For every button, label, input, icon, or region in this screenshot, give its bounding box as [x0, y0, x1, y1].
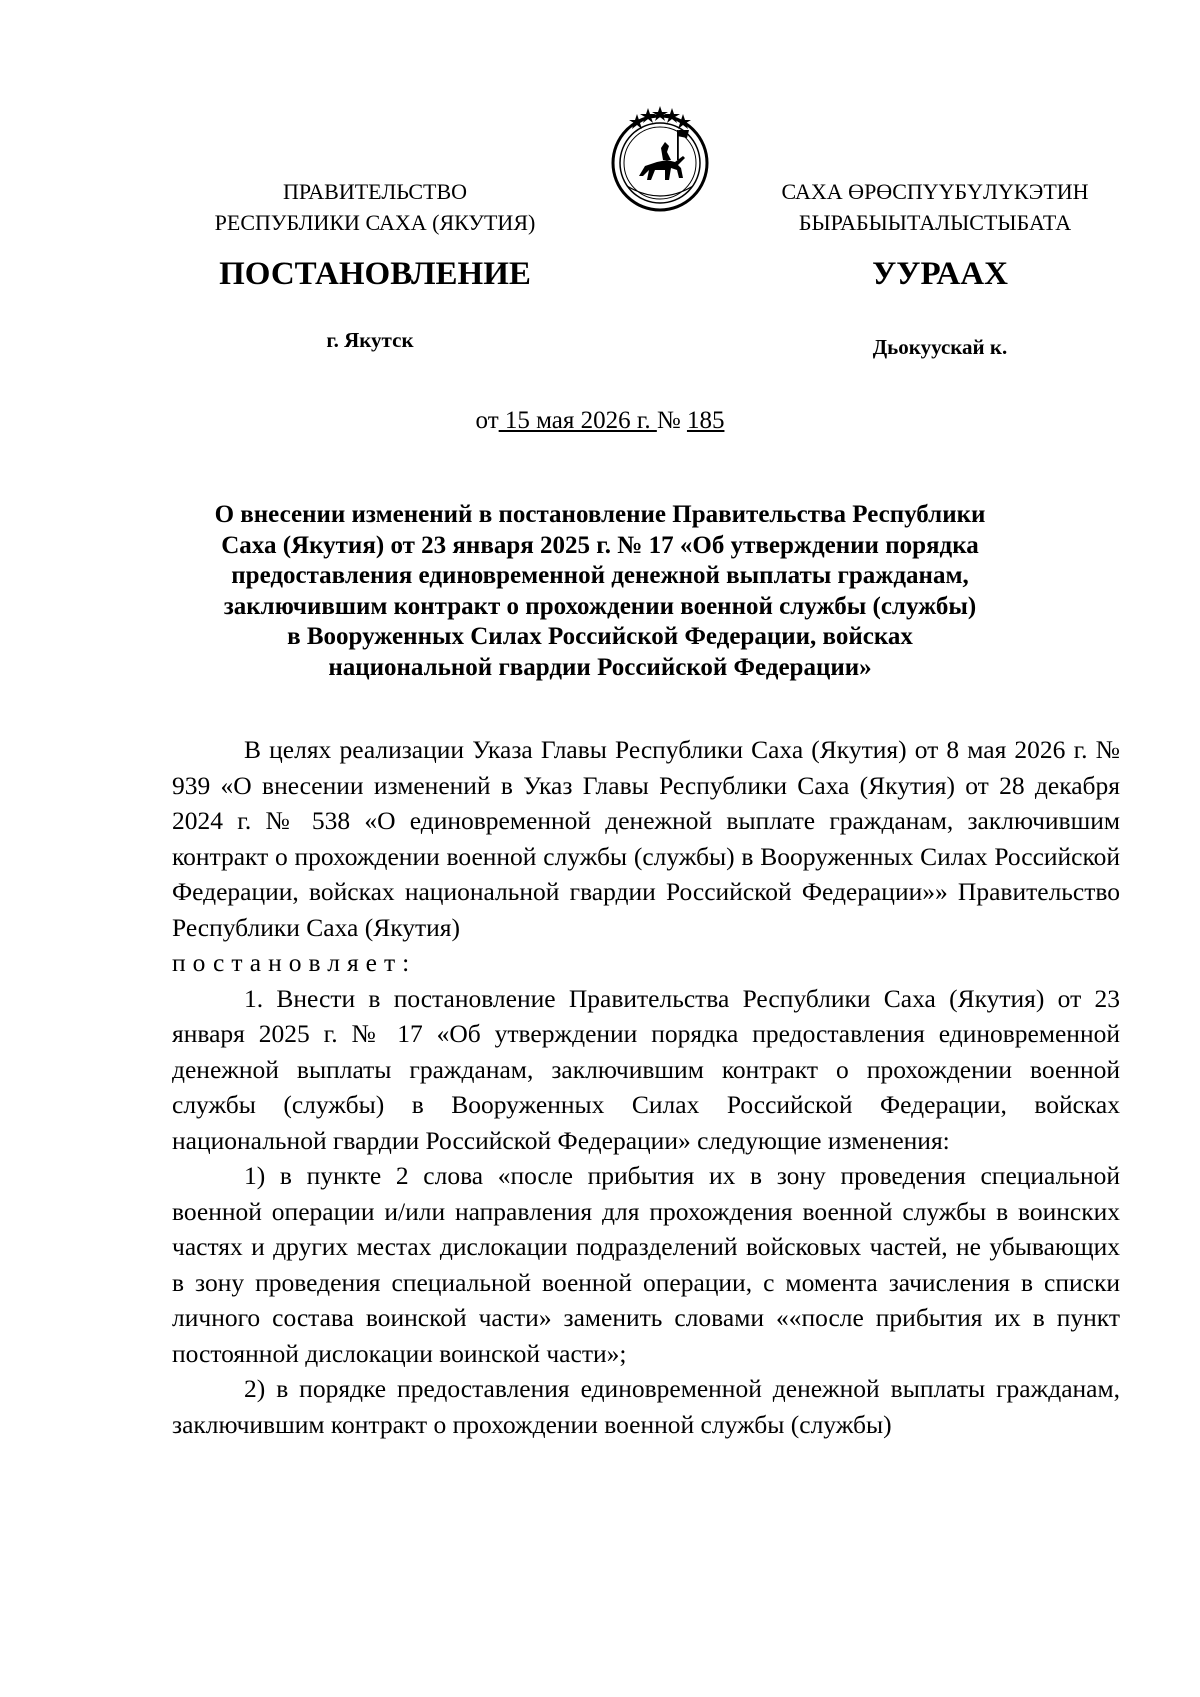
title-line: О внесении изменений в постановление Правительства Республики — [214, 501, 986, 528]
number-sign: № — [656, 407, 687, 434]
issuer-sakha-line2: БЫРАБЫЫТАЛЫСТЫБАТА — [798, 210, 1072, 235]
title-line: предоставления единовременной денежной выплаты гражданам, — [231, 562, 969, 589]
issuer-russian-line2: РЕСПУБЛИКИ САХА (ЯКУТИЯ) — [214, 210, 536, 235]
issuer-sakha — [740, 176, 1130, 238]
issuer-sakha-line1: САХА ӨРӨСПҮҮБҮЛҮКЭТИН — [781, 179, 1089, 204]
issuer-russian — [165, 176, 585, 238]
document-body — [172, 732, 1120, 1442]
city-russian: г. Якутск — [326, 328, 414, 352]
document-date-number — [0, 404, 1200, 438]
document-date: 15 мая 2026 г. — [498, 407, 657, 434]
preamble-paragraph: В целях реализации Указа Главы Республики Саха (Якутия) от 8 мая 2026 г. № 939 «О внесении изменений в Указ Главы Республики Саха (Якутия) от 28 декабря 2024 г. № 538 «О единовременной денежной выплате гражданам, заключившим контракт о прохождении военной службы (службы) в Вооруженных Силах Российской Федерации, войсках национальной гвардии Российской Федерации»» Правительство Республики Саха (Якутия) — [172, 735, 1120, 942]
issuer-russian-line1: ПРАВИТЕЛЬСТВО — [282, 179, 468, 204]
document-title — [175, 500, 1025, 683]
resolves-text: постановляет: — [172, 948, 417, 977]
document-type-russian: ПОСТАНОВЛЕНИЕ — [219, 256, 531, 292]
subitem-2-paragraph: 2) в порядке предоставления единовременной денежной выплаты гражданам, заключившим контракт о прохождении военной службы (службы) — [172, 1374, 1120, 1439]
resolves-word — [172, 945, 1120, 981]
document-type-sakha: УУРААХ — [872, 256, 1008, 292]
coat-of-arms-emblem-icon — [605, 106, 715, 216]
title-line: Саха (Якутия) от 23 января 2025 г. № 17 «Об утверждении порядка — [221, 531, 979, 559]
title-line: национальной гвардии Российской Федерации» — [328, 653, 872, 681]
date-prefix: от — [475, 407, 499, 434]
subitem-1-paragraph: 1) в пункте 2 слова «после прибытия их в зону проведения специальной военной операции и/или направления для прохождения военной службы в воинских частях и других местах дислокации подразделений войсковых частей, не убывающих в зону проведения специальной военной операции, с момента зачисления в списки личного состава воинской части» заменить словами ««после прибытия их в пункт постоянной дислокации воинской части»; — [172, 1161, 1120, 1368]
city-sakha: Дьокуускай к. — [872, 335, 1008, 359]
document-number: 185 — [686, 407, 725, 434]
item-1-paragraph: 1. Внести в постановление Правительства Республики Саха (Якутия) от 23 января 2025 г. № 17 «Об утверждении порядка предоставления единовременной денежной выплаты гражданам, заключившим контракт о прохождении военной службы (службы) в Вооруженных Силах Российской Федерации, войсках национальной гвардии Российской Федерации» следующие изменения: — [172, 983, 1120, 1155]
title-line: в Вооруженных Силах Российской Федерации, войсках — [287, 623, 913, 650]
title-line: заключившим контракт о прохождении военной службы (службы) — [223, 592, 977, 620]
